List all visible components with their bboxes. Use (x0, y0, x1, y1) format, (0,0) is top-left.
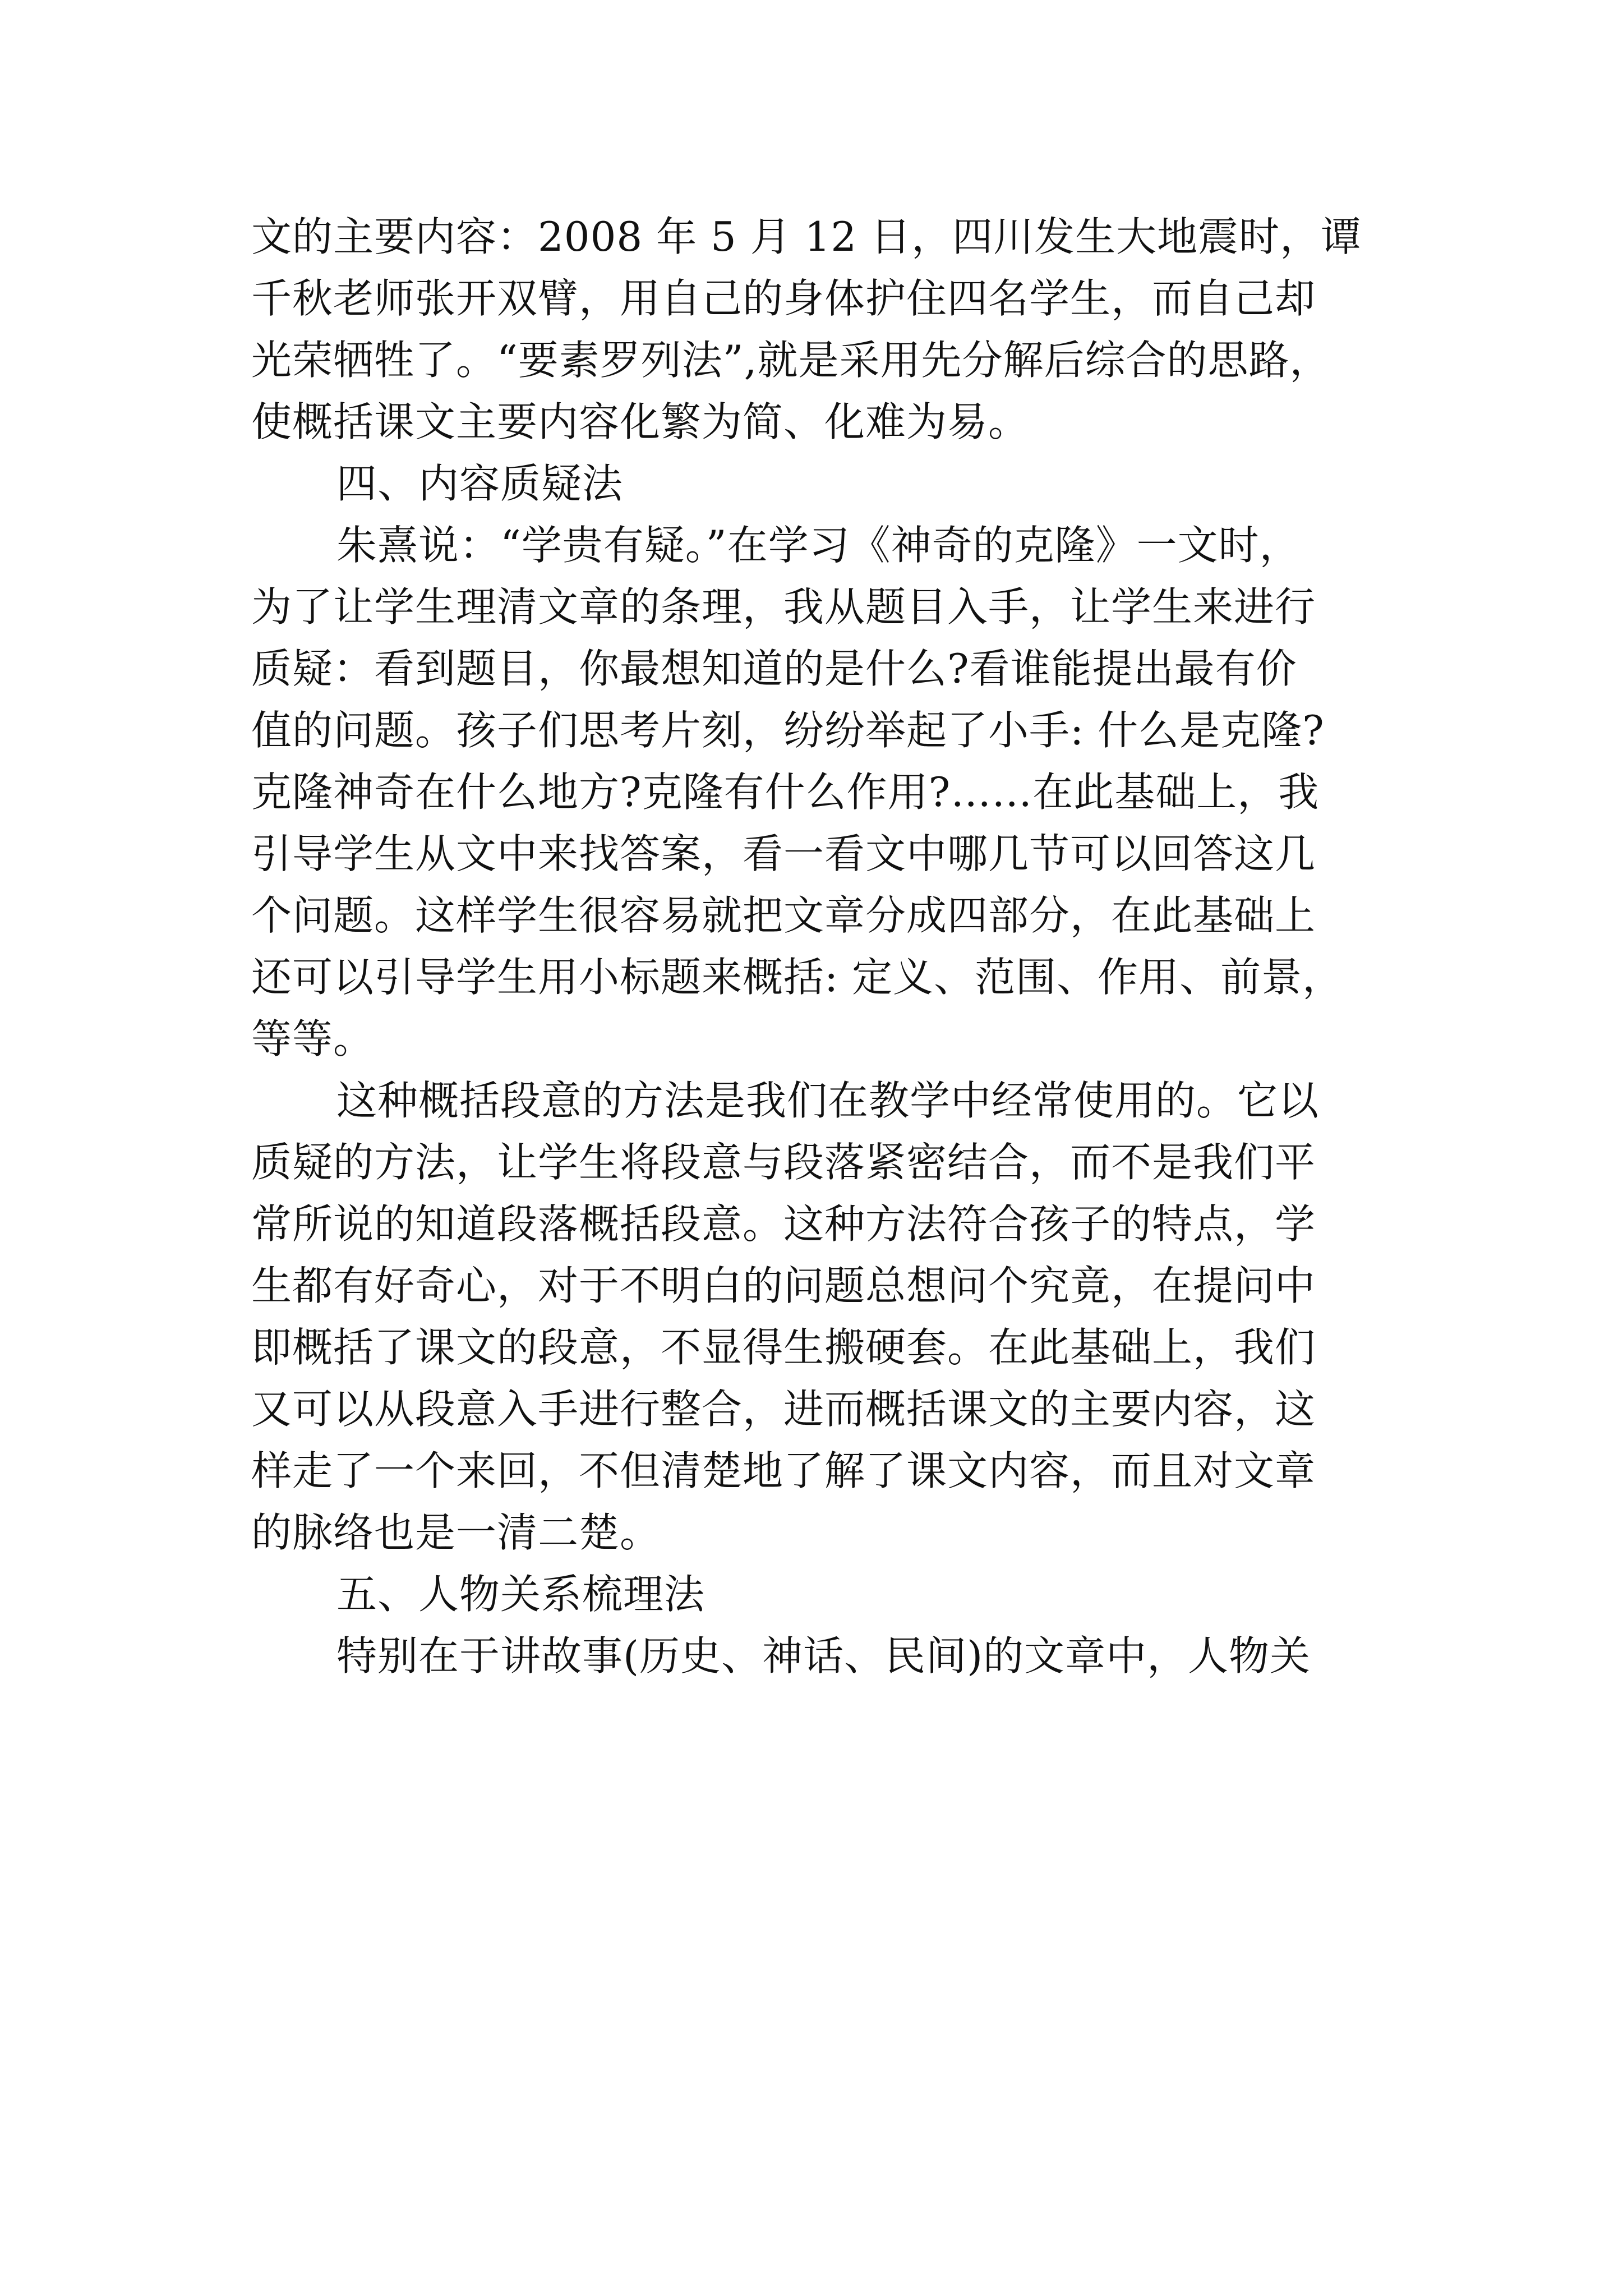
text-line: 千秋老师张开双臂，用自己的身体护住四名学生，而自己却 (251, 275, 1316, 322)
text-line: 使概括课文主要内容化繁为简、化难为易。 (251, 398, 1030, 445)
text-line: 值的问题。孩子们思考片刻，纷纷举起了小手: 什么是克隆? (251, 707, 1325, 754)
text-line: 朱熹说：“学贵有疑。”在学习《神奇的克隆》一文时， (336, 522, 1301, 569)
text-line: 质疑：看到题目，你最想知道的是什么?看谁能提出最有价 (251, 645, 1297, 692)
text-line: 等等。 (251, 1015, 375, 1062)
text-line: 即概括了课文的段意，不显得生搬硬套。在此基础上，我们 (251, 1324, 1316, 1371)
text-line: 质疑的方法，让学生将段意与段落紧密结合，而不是我们平 (251, 1139, 1316, 1186)
text-line: 个问题。这样学生很容易就把文章分成四部分，在此基础上 (251, 892, 1316, 939)
text-line: 特别在于讲故事(历史、神话、民间)的文章中，人物关 (336, 1632, 1311, 1680)
text-line: 又可以从段意入手进行整合，进而概括课文的主要内容，这 (251, 1386, 1316, 1433)
text-line: 的脉络也是一清二楚。 (251, 1509, 661, 1556)
text-line: 生都有好奇心，对于不明白的问题总想问个究竟，在提问中 (251, 1262, 1316, 1309)
text-line: 光荣牺牲了。“要素罗列法”,就是采用先分解后综合的思路， (251, 337, 1331, 384)
section-heading: 四、内容质疑法 (336, 460, 624, 507)
text-line: 克隆神奇在什么地方?克隆有什么作用?……在此基础上，我 (251, 769, 1320, 816)
text-line: 引导学生从文中来找答案，看一看文中哪几节可以回答这几 (251, 830, 1316, 877)
text-line: 还可以引导学生用小标题来概括: 定义、范围、作用、前景， (251, 954, 1344, 1001)
text-line: 这种概括段意的方法是我们在教学中经常使用的。它以 (336, 1077, 1320, 1124)
section-heading: 五、人物关系梳理法 (336, 1571, 706, 1618)
text-line: 常所说的知道段落概括段意。这种方法符合孩子的特点，学 (251, 1200, 1316, 1248)
text-line: 文的主要内容：2008 年 5 月 12 日，四川发生大地震时，谭 (251, 213, 1362, 260)
text-line: 为了让学生理清文章的条理，我从题目入手，让学生来进行 (251, 583, 1316, 631)
text-line: 样走了一个来回，不但清楚地了解了课文内容，而且对文章 (251, 1447, 1316, 1494)
